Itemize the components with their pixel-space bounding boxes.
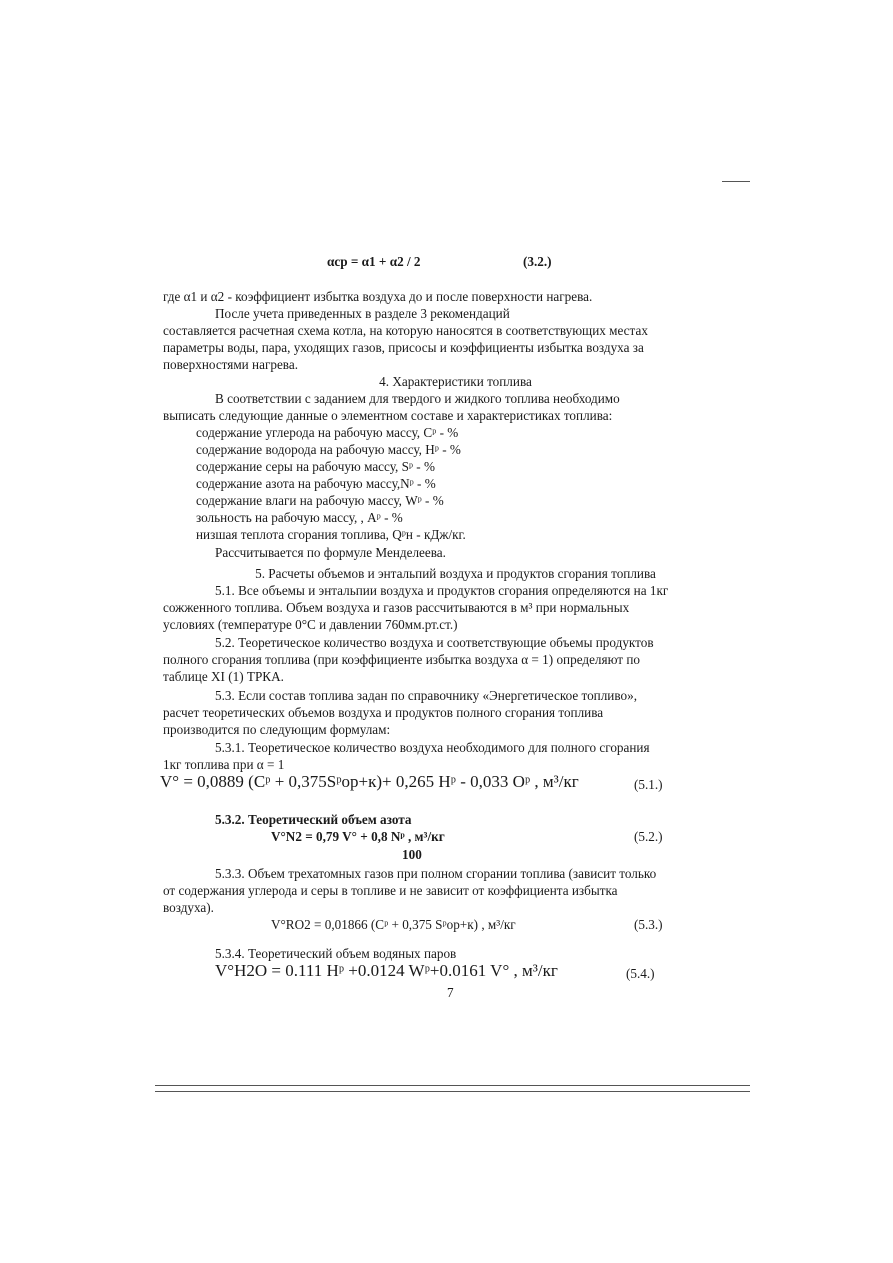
paragraph-5-3-3-line: 5.3.3. Объем трехатомных газов при полном сгорании топлива (зависит только: [215, 866, 657, 881]
fuel-property-item: содержание серы на рабочую массу, Sᵖ - %: [196, 459, 435, 474]
formula-5-4-number: (5.4.): [626, 966, 655, 981]
formula-3-2-number: (3.2.): [523, 254, 552, 269]
scan-rule-bottom: [155, 1085, 750, 1086]
paragraph-5-2-line: таблице XI (1) ТРКА.: [163, 669, 284, 684]
scan-rule-bottom-2: [155, 1091, 750, 1092]
paragraph-5-3-1-line: 1кг топлива при α = 1: [163, 757, 285, 772]
page-number: 7: [447, 985, 454, 1000]
paragraph-5-3-line: производится по следующим формулам:: [163, 722, 391, 737]
paragraph-5-3-3-line: от содержания углерода и серы в топливе и не зависит от коэффициента избытка: [163, 883, 618, 898]
paragraph-5-3-4: 5.3.4. Теоретический объем водяных паров: [215, 946, 457, 961]
fuel-property-item: содержание водорода на рабочую массу, Нᵖ - %: [196, 442, 461, 457]
formula-5-3-number: (5.3.): [634, 917, 663, 932]
formula-5-3: V°RO2 = 0,01866 (Cᵖ + 0,375 Sᵖор+к) , м³/кг: [271, 917, 516, 932]
formula-5-4: V°H2O = 0.111 Hᵖ +0.0124 Wᵖ+0.0161 V° , м³/кг: [215, 961, 558, 980]
paragraph-5-2-line: полного сгорания топлива (при коэффициенте избытка воздуха α = 1) определяют по: [163, 652, 640, 667]
section-4-line: выписать следующие данные о элементном составе и характеристиках топлива:: [163, 408, 613, 423]
formula-5-1: V° = 0,0889 (Cᵖ + 0,375Sᵖор+к)+ 0,265 Hᵖ - 0,033 Oᵖ , м³/кг: [160, 772, 579, 791]
paragraph-5-3-2: 5.3.2. Теоретический объем азота: [215, 812, 412, 827]
paragraph-5-3-3-line: воздуха).: [163, 900, 214, 915]
paragraph-5-3-1-line: 5.3.1. Теоретическое количество воздуха необходимого для полного сгорания: [215, 740, 650, 755]
fuel-property-item: содержание углерода на рабочую массу, Сᵖ - %: [196, 425, 459, 440]
intro-line: параметры воды, пара, уходящих газов, присосы и коэффициенты избытка воздуха за: [163, 340, 644, 355]
intro-line: После учета приведенных в разделе 3 рекомендаций: [215, 306, 510, 321]
intro-line: составляется расчетная схема котла, на которую наносятся в соответствующих местах: [163, 323, 648, 338]
section-4-note: Рассчитывается по формуле Менделеева.: [215, 545, 446, 560]
scan-rule-top: [722, 181, 750, 182]
formula-5-2-denominator: 100: [402, 847, 422, 862]
paragraph-5-1-line: 5.1. Все объемы и энтальпии воздуха и продуктов сгорания определяются на 1кг: [215, 583, 669, 598]
section-4-heading: 4. Характеристики топлива: [379, 374, 532, 389]
intro-line: поверхностями нагрева.: [163, 357, 298, 372]
fuel-property-item: содержание влаги на рабочую массу, Wᵖ - %: [196, 493, 444, 508]
fuel-property-item: зольность на рабочую массу, , Аᵖ - %: [196, 510, 403, 525]
section-4-line: В соответствии с заданием для твердого и жидкого топлива необходимо: [215, 391, 620, 406]
paragraph-5-1-line: сожженного топлива. Объем воздуха и газов рассчитываются в м³ при нормальных: [163, 600, 630, 615]
paragraph-5-3-line: 5.3. Если состав топлива задан по справочнику «Энергетическое топливо»,: [215, 688, 637, 703]
formula-5-1-number: (5.1.): [634, 777, 663, 792]
formula-5-2-number: (5.2.): [634, 829, 663, 844]
intro-line: где α1 и α2 - коэффициент избытка воздуха до и после поверхности нагрева.: [163, 289, 593, 304]
paragraph-5-3-line: расчет теоретических объемов воздуха и продуктов полного сгорания топлива: [163, 705, 604, 720]
formula-3-2: αср = α1 + α2 / 2: [327, 254, 421, 269]
fuel-property-item: низшая теплота сгорания топлива, Qᵖн - кДж/кг.: [196, 527, 466, 542]
paragraph-5-1-line: условиях (температуре 0°С и давлении 760мм.рт.ст.): [163, 617, 458, 632]
fuel-property-item: содержание азота на рабочую массу,Nᵖ - %: [196, 476, 436, 491]
section-5-heading: 5. Расчеты объемов и энтальпий воздуха и продуктов сгорания топлива: [255, 566, 656, 581]
formula-5-2: V°N2 = 0,79 V° + 0,8 Nᵖ , м³/кг: [271, 829, 445, 844]
paragraph-5-2-line: 5.2. Теоретическое количество воздуха и соответствующие объемы продуктов: [215, 635, 654, 650]
